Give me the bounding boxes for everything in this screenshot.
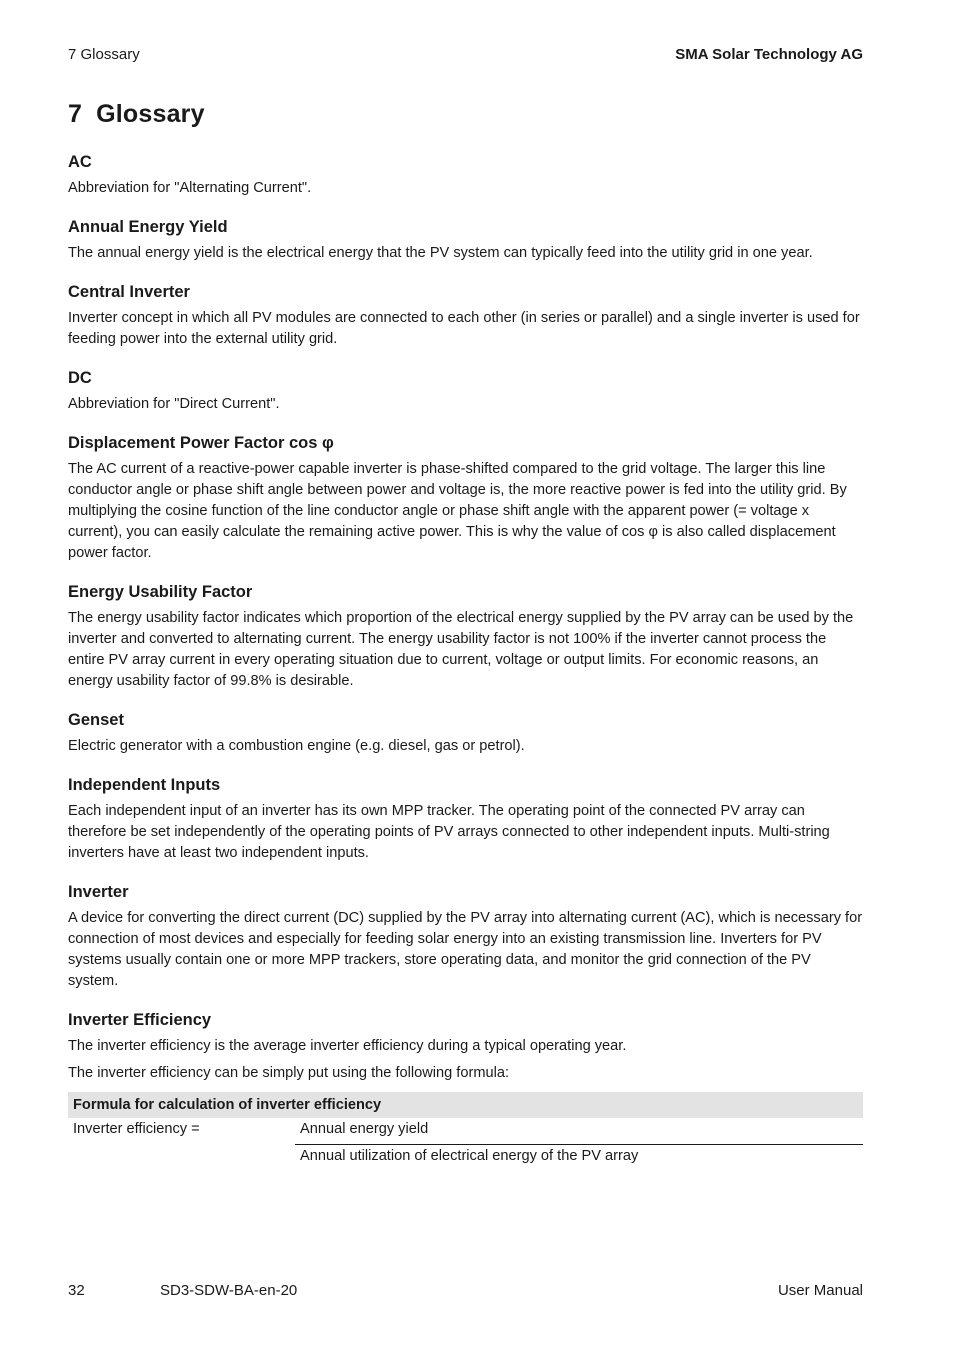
chapter-number: 7 (68, 100, 83, 128)
formula-table-header: Formula for calculation of inverter efficiency (68, 1092, 863, 1118)
glossary-definition: The energy usability factor indicates which proportion of the electrical energy supplied by the PV array can be used by the inverter and converted to alternating current. The energy usability factor is not 100% if the inverter cannot process the entire PV array current in every operating situation due to current, voltage or output limits. For economic reasons, an energy usability factor of 99.8% is desirable. (68, 610, 854, 689)
chapter-title (68, 100, 205, 129)
glossary-content (68, 150, 863, 1171)
glossary-term: AC (68, 153, 92, 171)
glossary-term: Central Inverter (68, 283, 190, 301)
glossary-entry (68, 280, 863, 350)
glossary-definition: Inverter concept in which all PV modules are connected to each other (in series or parallel) and a single inverter is used for feeding power into the external utility grid. (68, 310, 860, 347)
glossary-term: Genset (68, 711, 124, 729)
formula-table (68, 1092, 863, 1171)
formula-label: Inverter efficiency = (73, 1121, 200, 1137)
glossary-entry (68, 366, 863, 415)
formula-numerator: Annual energy yield (295, 1118, 863, 1145)
glossary-term: DC (68, 369, 92, 387)
glossary-definition: The annual energy yield is the electrical energy that the PV system can typically feed into the utility grid in one year. (68, 245, 813, 261)
header-company: SMA Solar Technology AG (675, 45, 863, 63)
glossary-definition-formula-intro: The inverter efficiency can be simply put using the following formula: (68, 1065, 510, 1081)
glossary-entry (68, 150, 863, 199)
table-row (68, 1118, 863, 1145)
glossary-entry-inverter-efficiency (68, 1008, 863, 1171)
formula-denominator: Annual utilization of electrical energy of the PV array (300, 1148, 639, 1164)
glossary-definition: The AC current of a reactive-power capable inverter is phase-shifted compared to the grid voltage. The larger this line conductor angle or phase shift angle between power and voltage is, the more reactive power is fed into the utility grid. By multiplying the cosine function of the line conductor angle or phase shift angle with the apparent power (= voltage x current), you can easily calculate the remaining active power. This is why the value of cos φ is also called displacement power factor. (68, 461, 847, 561)
glossary-entry (68, 708, 863, 757)
document-type: User Manual (777, 1282, 863, 1299)
glossary-term: Independent Inputs (68, 776, 221, 794)
glossary-term: Inverter Efficiency (68, 1011, 212, 1029)
glossary-entry (68, 580, 863, 692)
glossary-definition: Each independent input of an inverter has its own MPP tracker. The operating point of the connected PV array can therefore be set independently of the operating points of PV arrays connected to other independent inputs. Multi-string inverters have at least two independent inputs. (68, 803, 830, 861)
chapter-title-text: Glossary (96, 100, 205, 128)
glossary-entry (68, 215, 863, 264)
glossary-definition: The inverter efficiency is the average inverter efficiency during a typical operating year. (68, 1038, 627, 1054)
document-id: SD3-SDW-BA-en-20 (160, 1282, 298, 1299)
glossary-term: Annual Energy Yield (68, 218, 228, 236)
glossary-term: Displacement Power Factor cos φ (68, 434, 334, 452)
glossary-entry (68, 431, 863, 564)
page-footer (68, 1282, 863, 1304)
glossary-term: Energy Usability Factor (68, 583, 253, 601)
formula-empty-cell (68, 1145, 295, 1172)
page-number: 32 (68, 1282, 85, 1299)
glossary-entry (68, 773, 863, 864)
glossary-definition: Abbreviation for "Direct Current". (68, 396, 280, 412)
glossary-term: Inverter (68, 883, 129, 901)
glossary-definition: Abbreviation for "Alternating Current". (68, 180, 312, 196)
glossary-definition: Electric generator with a combustion engine (e.g. diesel, gas or petrol). (68, 738, 525, 754)
glossary-definition: A device for converting the direct current (DC) supplied by the PV array into alternating current (AC), which is necessary for connection of most devices and especially for feeding solar energy into an existing transmission line. Inverters for PV systems usually contain one or more MPP trackers, store operating data, and monitor the grid connection of the PV system. (68, 910, 863, 989)
glossary-entry (68, 880, 863, 992)
table-row (68, 1145, 863, 1172)
page-header (68, 43, 863, 65)
header-section: 7 Glossary (68, 45, 140, 63)
